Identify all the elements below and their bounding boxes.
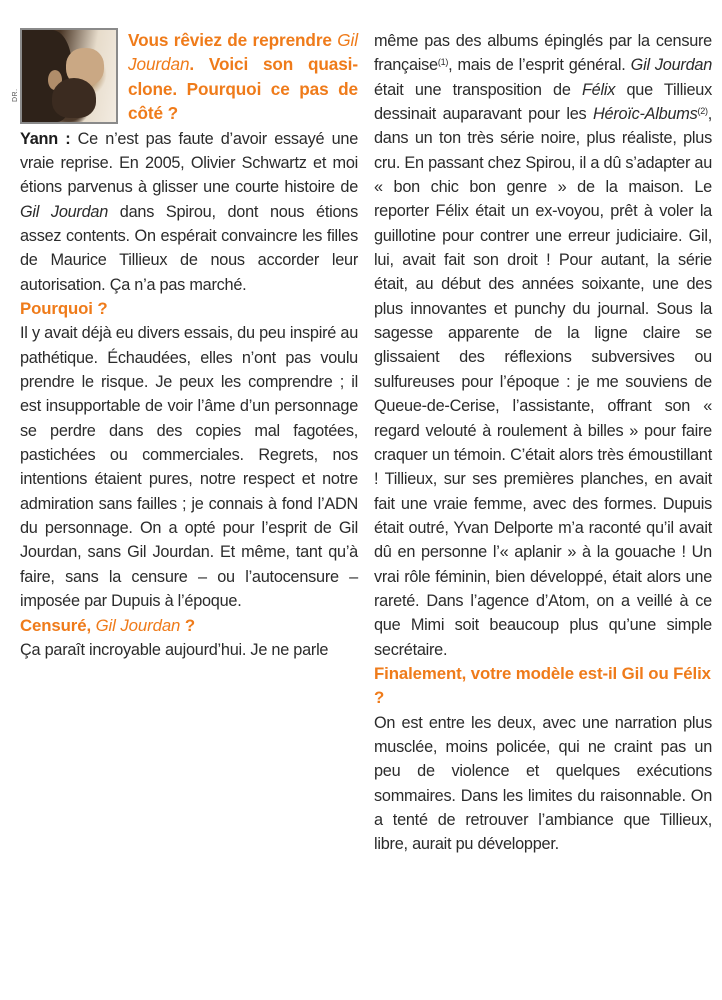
footnote-ref-1: (1) xyxy=(437,57,449,68)
portrait-photo-frame xyxy=(12,28,118,124)
intro-question-title: Gil Jourdan xyxy=(128,30,358,75)
answer-3-continued xyxy=(374,29,712,662)
answer-3-text-d: que Tillieux dessinait auparavant pour les xyxy=(374,80,712,124)
photo-beard-shape xyxy=(52,78,96,118)
answer-3-text-a: même pas des albums épinglés par la censure française xyxy=(374,32,712,75)
question-3-title: Gil Jourdan xyxy=(95,615,181,635)
answer-3-title-gil: Gil Jourdan xyxy=(630,56,712,75)
footnote-ref-2: (2) xyxy=(697,106,708,117)
right-column xyxy=(374,29,712,857)
answer-1 xyxy=(20,127,358,297)
answer-3-title-felix: Félix xyxy=(581,80,616,99)
answer-1-title: Gil Jourdan xyxy=(20,202,109,221)
answer-3-text-e: , dans un ton très série noire, plus réaliste, plus cru. En passant chez Spirou, il a dû s’adapter au « bon chic bon genre » de la maison. Le reporter Félix était un ex-voyou, prêt à voler la guillotine pour contrer une erreur judiciaire. Gil, lui, avait fait son droit ! Pour autant, la série était, au début des années soixante, une des plus innovantes et punchy du journal. Sous la sagesse apparente de la ligne claire se glissaient des réflexions subversives ou sulfureuses pour l’époque : je me souviens de Queue-de-Cerise, l’assistante, offrant son « regard velouté à roulement à billes » pour faire craquer un témoin. C’était alors très émoustillant ! Tillieux, sur ses premières planches, en avait fait une vraie femme, avec des formes. Dupuis était outré, Yvan Delporte m’a raconté qu’il avait dû en personne l’« aplanir » à la gouache ! Un vrai rôle féminin, bien développé, était alors une rareté. Dans l’agence d’Atom, on a veillé à ce que Mimi soit beaucoup plus qu’une simple secrétaire. xyxy=(374,105,713,659)
speaker-name: Yann : xyxy=(20,129,71,148)
question-3 xyxy=(20,614,358,638)
answer-3-title-heroic: Héroïc-Albums xyxy=(593,105,698,124)
intro-question-text-end: . Voici son quasi-clone. Pourquoi ce pas de côté ? xyxy=(128,54,358,124)
answer-3-start: Ça paraît incroyable aujourd’hui. Je ne parle xyxy=(20,640,329,659)
answer-4: On est entre les deux, avec une narration plus musclée, moins policée, qui ne craint pas un peu de violence et quelques exécutions sommaires. Dans les limites du raisonnable. On a tenté de retrouver l’ambiance que Tillieux, libre, aurait pu développer. xyxy=(374,713,712,854)
question-2: Pourquoi ? xyxy=(20,299,108,319)
question-3-text: Censuré, xyxy=(20,615,96,635)
intro-question-text: Vous rêviez de reprendre xyxy=(128,30,338,50)
answer-3-text-c: était une transposition de xyxy=(374,80,582,99)
answer-1-text-end: dans Spirou, dont nous étions assez contents. On espérait convaincre les filles de Maurice Tillieux de nous accorder leur autorisation. Ça n’a pas marché. xyxy=(20,202,358,294)
answer-1-text: Ce n’est pas faute d’avoir essayé une vraie reprise. En 2005, Olivier Schwartz et moi étions parvenus à glisser une courte histoire de xyxy=(20,129,358,197)
left-column xyxy=(12,28,358,662)
photo-credit: DR. xyxy=(12,88,19,102)
question-3-mark: ? xyxy=(180,615,196,635)
answer-2: Il y avait déjà eu divers essais, du peu inspiré au pathétique. Échaudées, elles n’ont pas voulu prendre le risque. Je peux les comprendre ; il est insupportable de voir l’âme d’un personnage se perdre dans des copies mal fagotées, pastichées ou commerciales. Regrets, nos intentions étaient pures, notre respect et notre admiration sans failles ; je connais à fond l’ADN du personnage. On a opté pour l’esprit de Gil Jourdan, sans Gil Jourdan. Et même, tant qu’à faire, sans la censure – ou l’autocensure – imposée par Dupuis à l’époque. xyxy=(20,324,358,611)
portrait-photo xyxy=(20,28,118,124)
question-4: Finalement, votre modèle est-il Gil ou Félix ? xyxy=(374,663,711,708)
answer-3-text-b: , mais de l’esprit général. xyxy=(448,56,631,75)
